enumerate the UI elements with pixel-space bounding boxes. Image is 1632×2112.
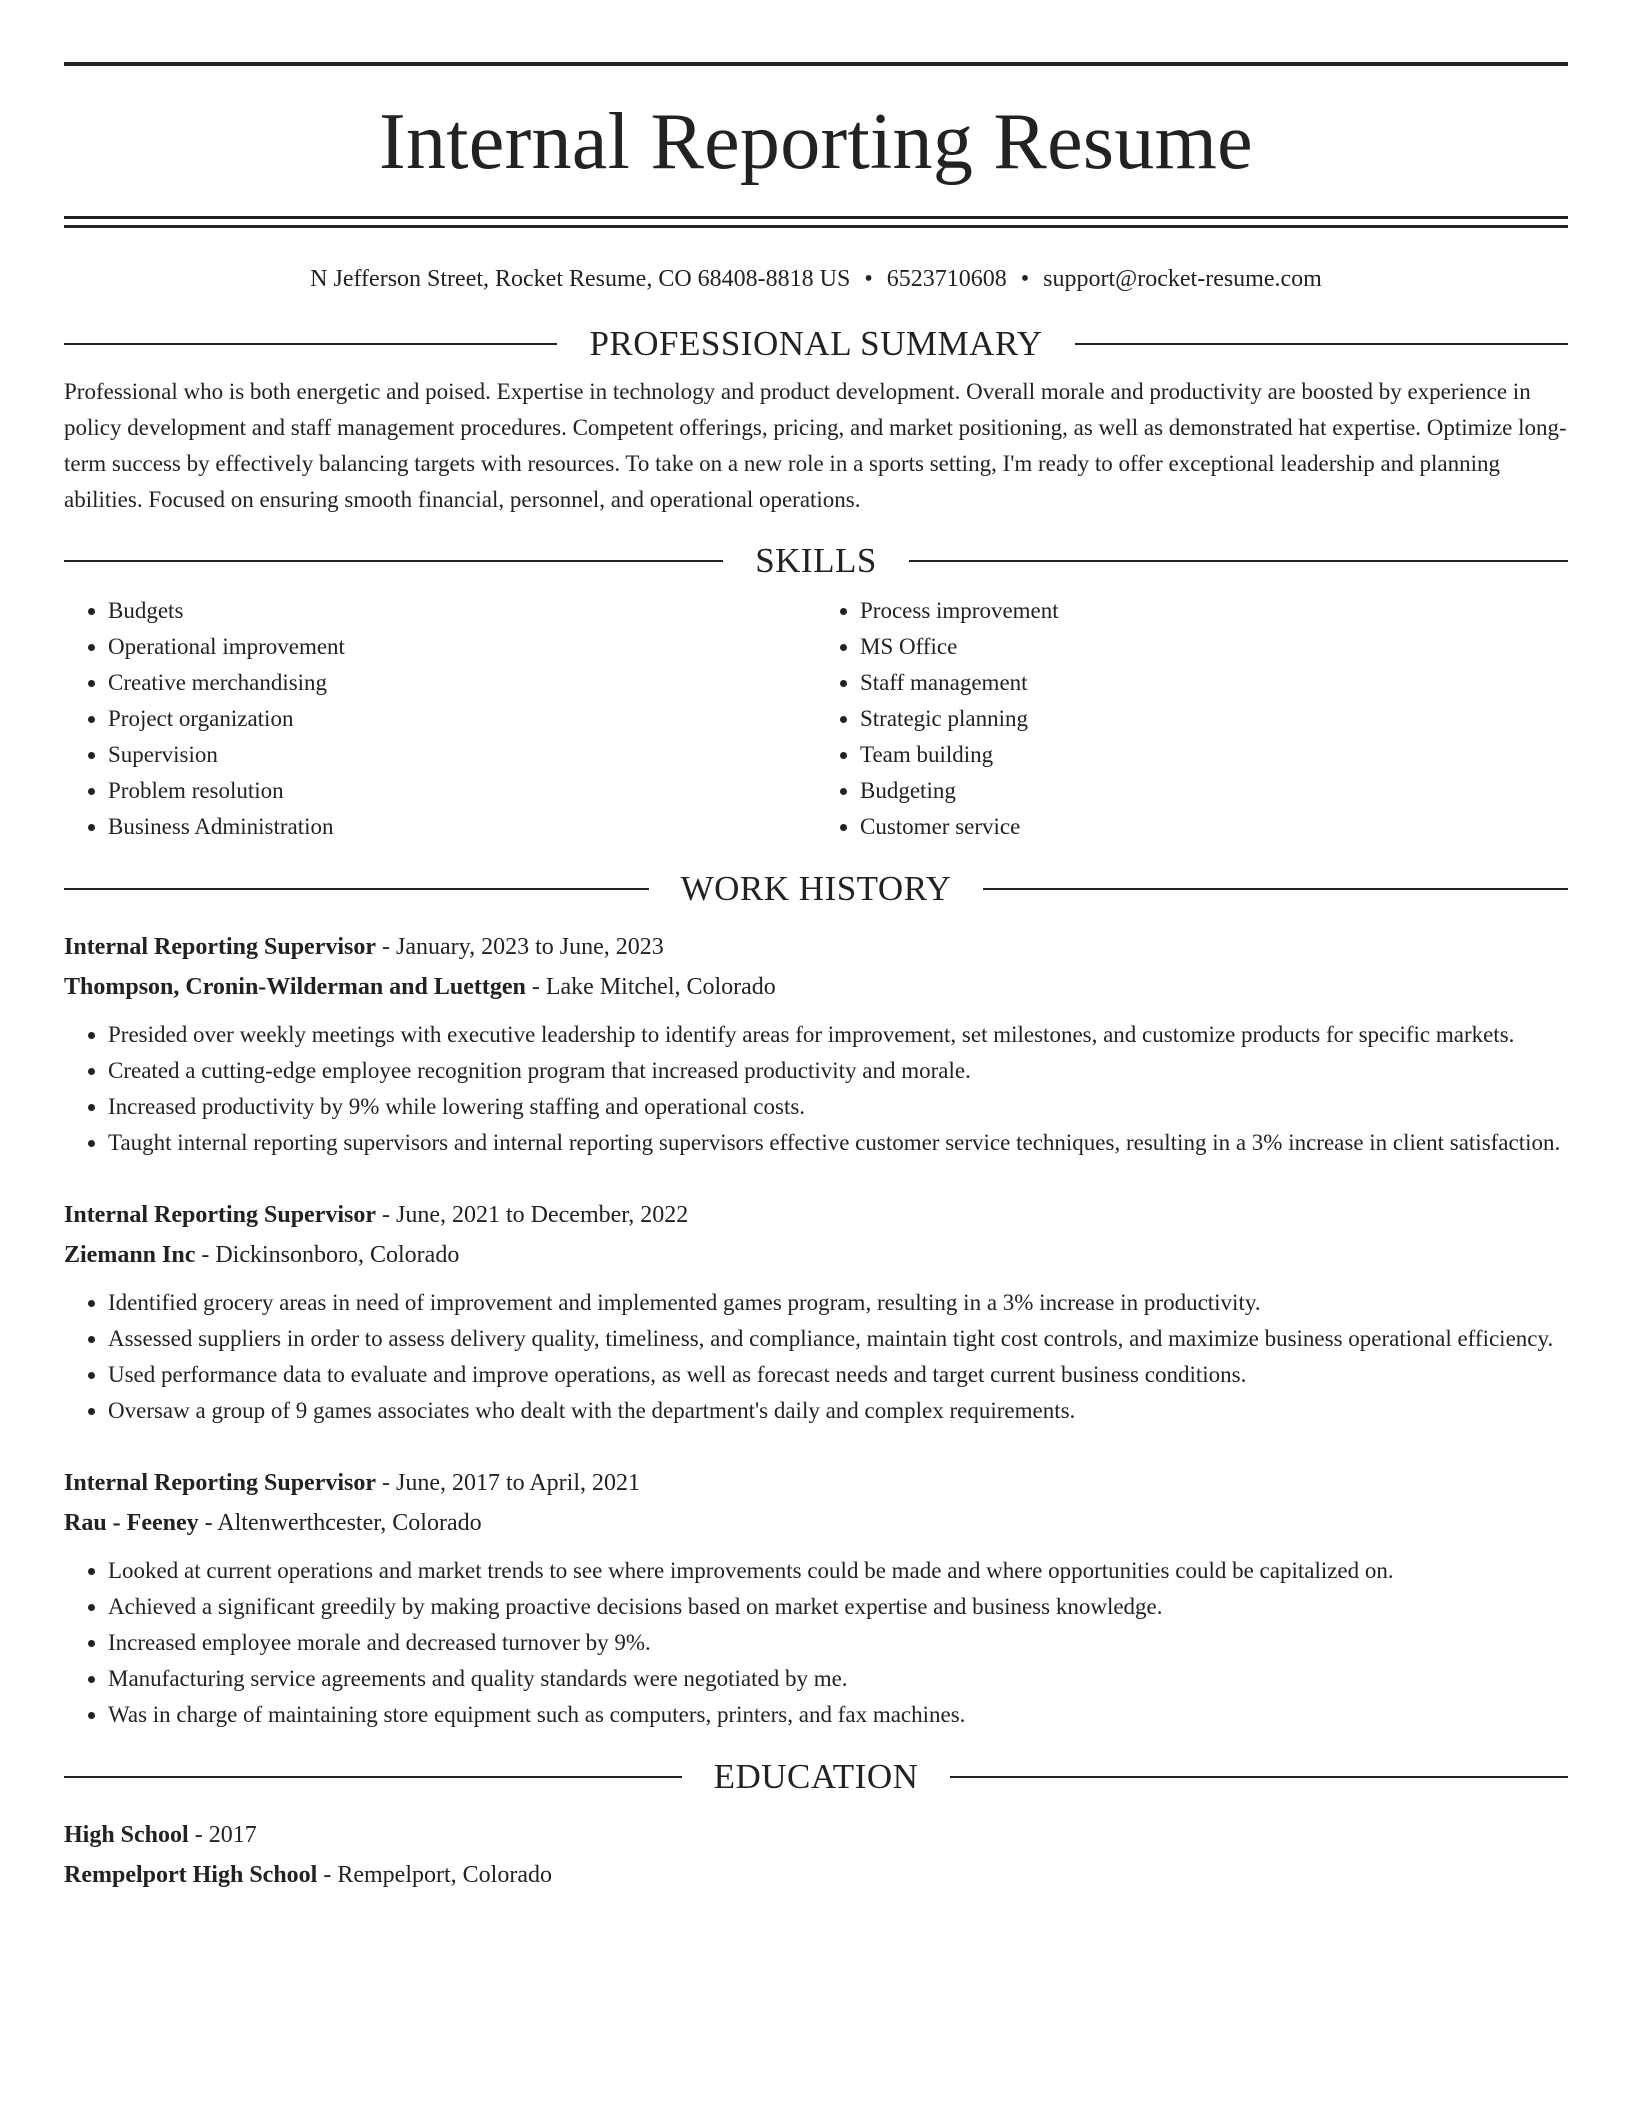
top-rule <box>64 62 1568 66</box>
section-title-skills: SKILLS <box>755 541 877 580</box>
job-title-line <box>64 1463 1568 1503</box>
job-dates: - January, 2023 to June, 2023 <box>376 934 664 960</box>
job-entry <box>64 927 1568 1161</box>
section-title-work: WORK HISTORY <box>680 869 952 908</box>
skill-item: • Budgeting <box>860 773 1568 809</box>
section-rule <box>983 888 1568 890</box>
skill-item: • Business Administration <box>108 809 816 845</box>
resume-page <box>64 0 1568 1895</box>
job-company: Ziemann Inc <box>64 1242 196 1268</box>
skill-item: • MS Office <box>860 629 1568 665</box>
education-location: - Rempelport, Colorado <box>317 1862 552 1888</box>
job-bullet: • Increased employee morale and decreased turnover by 9%. <box>108 1625 1568 1661</box>
job-bullet: • Looked at current operations and market trends to see where improvements could be made and where opportunities could be capitalized on. <box>108 1553 1568 1589</box>
skill-item: • Staff management <box>860 665 1568 701</box>
job-bullet: • Presided over weekly meetings with executive leadership to identify areas for improvement, set milestones, and customize products for specific markets. <box>108 1017 1568 1053</box>
job-title: Internal Reporting Supervisor <box>64 1202 376 1228</box>
skill-item: • Operational improvement <box>108 629 816 665</box>
education-school: Rempelport High School <box>64 1862 318 1888</box>
job-bullets <box>64 1017 1568 1161</box>
section-title-summary: PROFESSIONAL SUMMARY <box>589 324 1043 363</box>
job-bullet: • Increased productivity by 9% while lowering staffing and operational costs. <box>108 1089 1568 1125</box>
job-company: Rau - Feeney <box>64 1510 199 1536</box>
job-dates: - June, 2017 to April, 2021 <box>376 1470 640 1496</box>
section-header-education <box>64 1757 1568 1797</box>
education-school-line <box>64 1855 1568 1895</box>
contact-address: N Jefferson Street, Rocket Resume, CO 68408-8818 US <box>310 266 851 292</box>
job-location: - Lake Mitchel, Colorado <box>525 974 776 1000</box>
job-company-line <box>64 1503 1568 1543</box>
section-rule <box>64 1776 682 1778</box>
job-company-line <box>64 1235 1568 1275</box>
section-header-work <box>64 869 1568 909</box>
skill-item: • Process improvement <box>860 593 1568 629</box>
skills-list <box>64 593 1568 845</box>
contact-separator: • <box>1020 266 1030 292</box>
skill-item: • Creative merchandising <box>108 665 816 701</box>
job-bullets <box>64 1285 1568 1429</box>
section-header-summary <box>64 324 1568 364</box>
section-rule <box>950 1776 1568 1778</box>
summary-text: Professional who is both energetic and poised. Expertise in technology and product development. Overall morale and productivity are boosted by experience in policy development and staff management procedures. Competent offerings, pricing, and market positioning, as well as demonstrated hat expertise. Optimize long-term success by effectively balancing targets with resources. To take on a new role in a sports setting, I'm ready to offer exceptional leadership and planning abilities. Focused on ensuring smooth financial, personnel, and operational operations. <box>64 379 1567 512</box>
resume-title: Internal Reporting Resume <box>379 98 1253 186</box>
job-bullet: • Achieved a significant greedily by making proactive decisions based on market expertise and business knowledge. <box>108 1589 1568 1625</box>
job-title-line <box>64 927 1568 967</box>
job-bullet: • Assessed suppliers in order to assess delivery quality, timeliness, and compliance, maintain tight cost controls, and maximize business operational efficiency. <box>108 1321 1568 1357</box>
skill-item: • Project organization <box>108 701 816 737</box>
job-bullet: • Oversaw a group of 9 games associates who dealt with the department's daily and complex requirements. <box>108 1393 1568 1429</box>
job-dates: - June, 2021 to December, 2022 <box>376 1202 689 1228</box>
job-company-line <box>64 967 1568 1007</box>
education-entry <box>64 1815 1568 1895</box>
job-title: Internal Reporting Supervisor <box>64 1470 376 1496</box>
job-bullet: • Manufacturing service agreements and quality standards were negotiated by me. <box>108 1661 1568 1697</box>
job-bullet: • Taught internal reporting supervisors and internal reporting supervisors effective customer service techniques, resulting in a 3% increase in client satisfaction. <box>108 1125 1568 1161</box>
skills-column-right <box>816 593 1568 845</box>
job-location: - Dickinsonboro, Colorado <box>195 1242 460 1268</box>
contact-email[interactable]: support@rocket-resume.com <box>1043 266 1322 292</box>
skill-item: • Customer service <box>860 809 1568 845</box>
contact-separator: • <box>864 266 873 292</box>
skill-item: • Strategic planning <box>860 701 1568 737</box>
education-degree: High School <box>64 1822 189 1848</box>
section-rule <box>64 560 723 562</box>
section-title-education: EDUCATION <box>713 1757 919 1796</box>
education-year: - 2017 <box>188 1822 257 1848</box>
job-bullet: • Used performance data to evaluate and improve operations, as well as forecast needs and target current business conditions. <box>108 1357 1568 1393</box>
skills-column-left <box>64 593 816 845</box>
job-title: Internal Reporting Supervisor <box>64 934 376 960</box>
job-company: Thompson, Cronin-Wilderman and Luettgen <box>64 974 526 1000</box>
contact-line <box>64 264 1568 294</box>
section-rule <box>909 560 1568 562</box>
contact-phone: 6523710608 <box>886 266 1007 292</box>
section-rule <box>1075 343 1568 345</box>
job-bullets <box>64 1553 1568 1733</box>
job-entry <box>64 1463 1568 1733</box>
title-double-rule <box>64 216 1568 228</box>
job-entry <box>64 1195 1568 1429</box>
section-rule <box>64 343 557 345</box>
section-header-skills <box>64 541 1568 581</box>
job-bullet: • Identified grocery areas in need of improvement and implemented games program, resulting in a 3% increase in productivity. <box>108 1285 1568 1321</box>
job-bullet: • Was in charge of maintaining store equipment such as computers, printers, and fax machines. <box>108 1697 1568 1733</box>
skill-item: • Problem resolution <box>108 773 816 809</box>
skill-item: • Team building <box>860 737 1568 773</box>
job-location: - Altenwerthcester, Colorado <box>198 1510 482 1536</box>
job-bullet: • Created a cutting-edge employee recognition program that increased productivity and morale. <box>108 1053 1568 1089</box>
skill-item: • Supervision <box>108 737 816 773</box>
job-title-line <box>64 1195 1568 1235</box>
section-rule <box>64 888 649 890</box>
education-degree-line <box>64 1815 1568 1855</box>
skill-item: • Budgets <box>108 593 816 629</box>
